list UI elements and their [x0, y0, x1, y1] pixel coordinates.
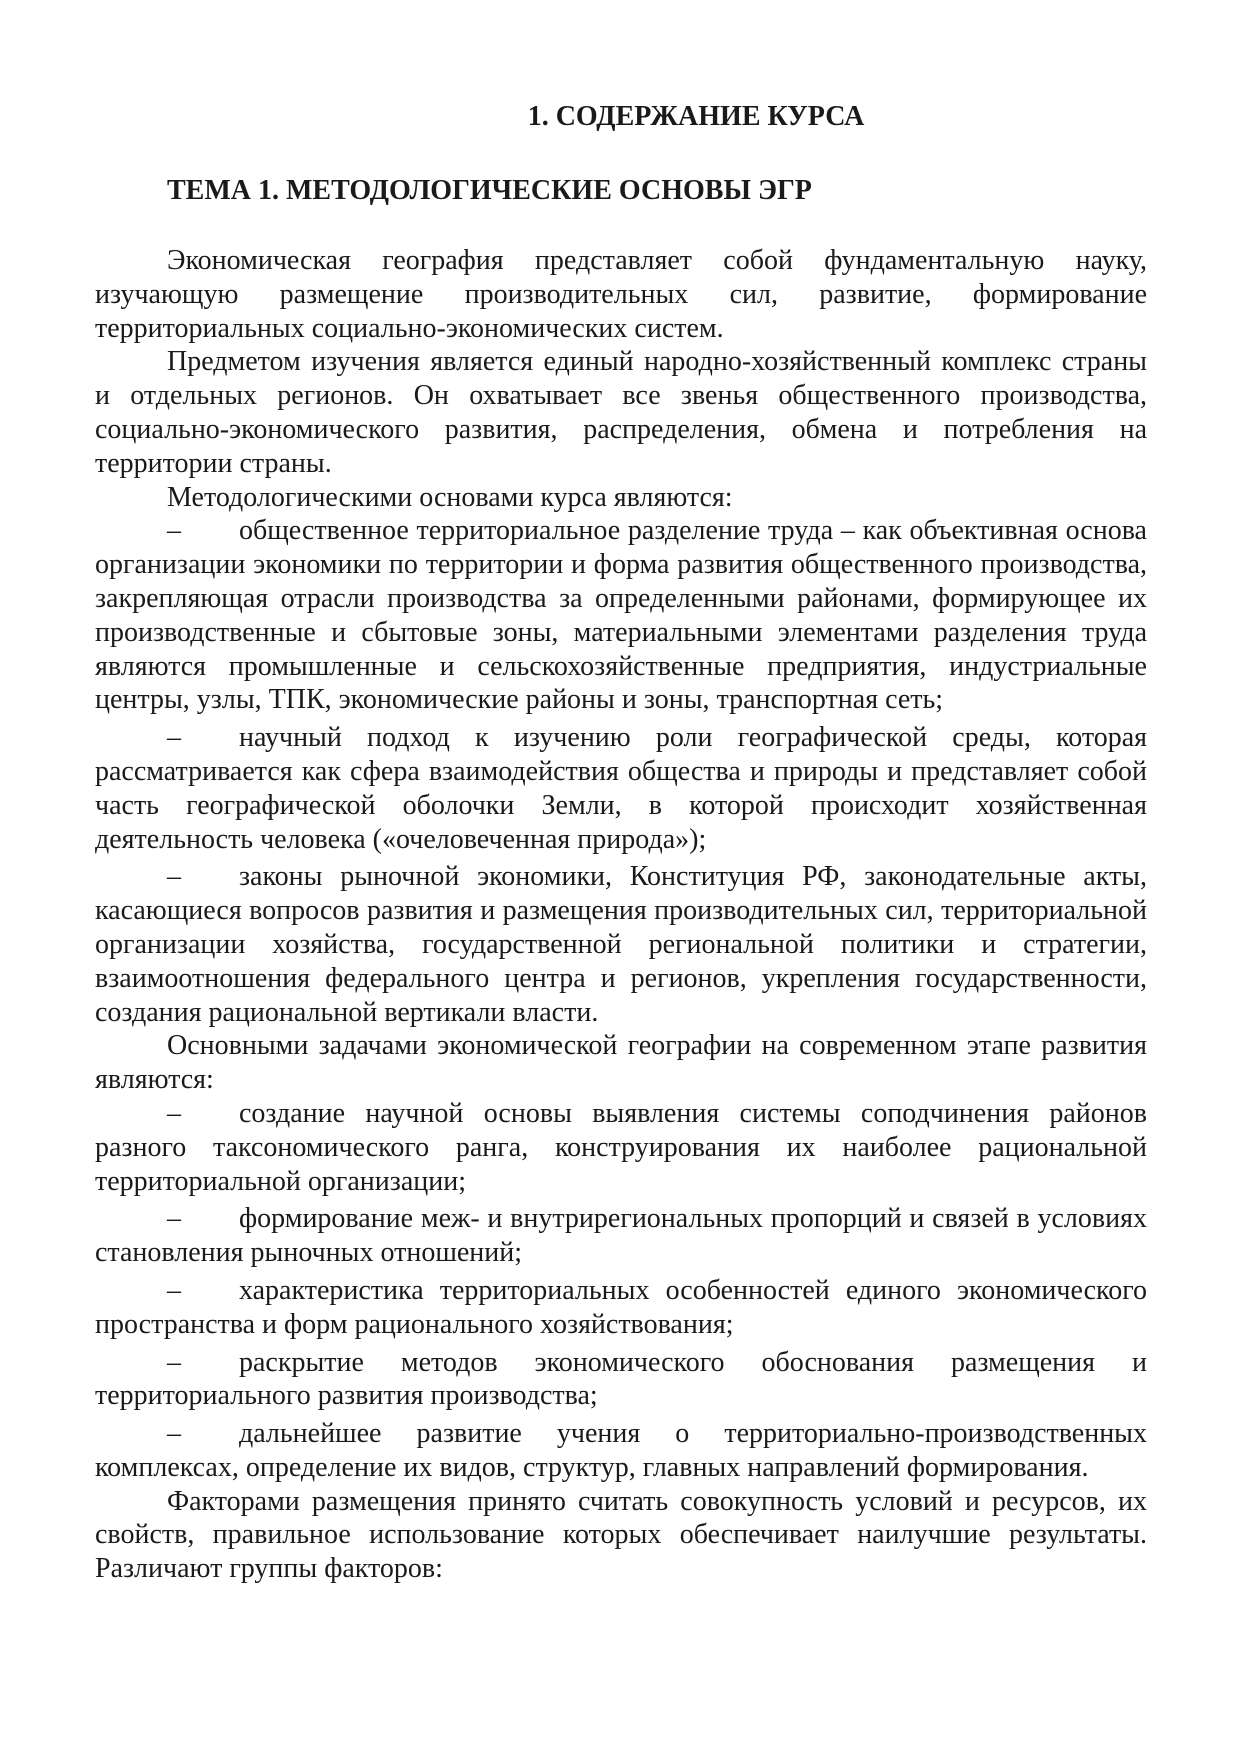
list-item: [95, 1417, 1147, 1485]
list-item: [95, 1202, 1147, 1270]
list-dash: –: [167, 722, 181, 754]
methodology-list: [95, 514, 1147, 1029]
paragraph-factors: Факторами размещения принято считать совокупность условий и ресурсов, их свойств, правильное использование которых обеспечивает наилучшие результаты. Различают группы факторов:: [95, 1485, 1147, 1585]
list-item-text: формирование меж- и внутрирегиональных пропорций и связей в условиях становления рыночных отношений;: [95, 1203, 1147, 1269]
list-item: [95, 1346, 1147, 1414]
paragraph-subject: Предметом изучения является единый народно-хозяйственный комплекс страны и отдельных регионов. Он охватывает все звенья общественного производства, социально-экономического развития, распределения, обмена и потребления на территории страны.: [95, 346, 1147, 479]
list-item-text: законы рыночной экономики, Конституция РФ, законодательные акты, касающиеся вопросов развития и размещения производительных сил, территориальной организации хозяйства, государственной региональной политики и стратегии, взаимоотношения федерального центра и регионов, укрепления государственности, создания рациональной вертикали власти.: [95, 861, 1147, 1028]
list-dash: –: [167, 515, 181, 547]
list-item: [95, 860, 1147, 1029]
document-page: [95, 100, 1147, 1586]
paragraph-definition: Экономическая география представляет собой фундаментальную науку, изучающую размещение производительных сил, развитие, формирование территориальных социально-экономических систем.: [95, 245, 1147, 344]
list-dash: –: [167, 861, 181, 893]
list-item-text: создание научной основы выявления системы соподчинения районов разного таксономического ранга, конструирования их наиболее рациональной территориальной организации;: [95, 1097, 1147, 1197]
list-item: [95, 514, 1147, 717]
list-item: [95, 1274, 1147, 1342]
list-item-text: раскрытие методов экономического обоснования размещения и территориального развития производства;: [95, 1346, 1147, 1412]
paragraph-methodology-intro: Методологическими основами курса являются:: [167, 481, 733, 513]
section-heading: 1. СОДЕРЖАНИЕ КУРСА: [527, 101, 865, 132]
list-item-text: дальнейшее развитие учения о территориально-производственных комплексах, определение их видов, структур, главных направлений формирования.: [95, 1418, 1147, 1483]
list-dash: –: [167, 1346, 181, 1378]
list-item-text: общественное территориальное разделение труда – как объективная основа организации экономики по территории и форма развития общественного производства, закрепляющая отрасли производства за определенными районами, формирующее их производственные и сбытовые зоны, материальными элементами разделения труда являются промышленные и сельскохозяйственные предприятия, индустриальные центры, узлы, ТПК, экономические районы и зоны, транспортная сеть;: [95, 515, 1147, 716]
list-item-text: характеристика территориальных особенностей единого экономического пространства и форм рационального хозяйствования;: [95, 1274, 1147, 1340]
list-dash: –: [167, 1418, 181, 1450]
topic-heading: ТЕМА 1. МЕТОДОЛОГИЧЕСКИЕ ОСНОВЫ ЭГР: [167, 175, 812, 206]
list-dash: –: [167, 1203, 181, 1235]
list-dash: –: [167, 1097, 181, 1129]
list-item-text: научный подход к изучению роли географической среды, которая рассматривается как сфера взаимодействия общества и природы и представляет собой часть географической оболочки Земли, в которой происходит хозяйственная деятельность человека («очеловеченная природа»);: [95, 722, 1147, 855]
list-item: [95, 1097, 1147, 1198]
list-dash: –: [167, 1274, 181, 1306]
paragraph-tasks-intro: Основными задачами экономической географии на современном этапе развития являются:: [95, 1030, 1147, 1096]
tasks-list: [95, 1097, 1147, 1485]
list-item: [95, 721, 1147, 856]
